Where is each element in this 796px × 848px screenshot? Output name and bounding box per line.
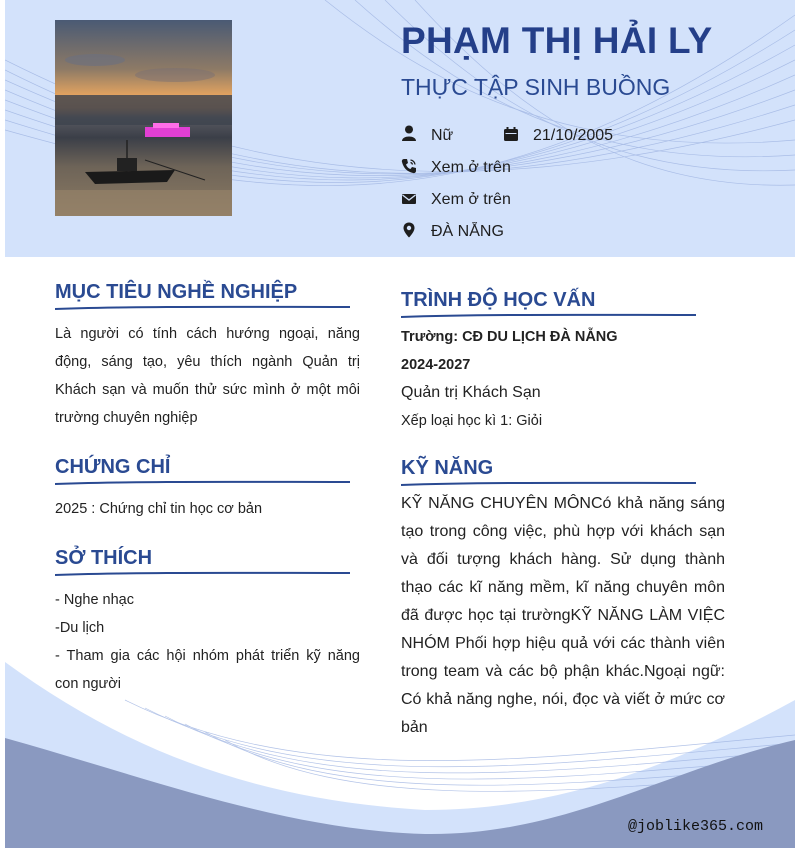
- certificate-item: 2025 : Chứng chỉ tin học cơ bản: [55, 501, 263, 517]
- hobbies-heading: SỞ THÍCH: [55, 547, 153, 569]
- education-grade: Xếp loại học kì 1: Giỏi: [401, 413, 543, 429]
- profile-photo: [55, 20, 232, 216]
- education-heading: TRÌNH ĐỘ HỌC VẤN: [401, 289, 596, 311]
- birthdate-value: 21/10/2005: [533, 127, 614, 144]
- hobbies-underline: [55, 570, 355, 578]
- candidate-name: PHẠM THỊ HẢI LY: [401, 20, 713, 61]
- hobby-item: -Du lịch: [55, 620, 105, 636]
- phone-value: Xem ở trên: [431, 159, 511, 176]
- skills-text: KỸ NĂNG CHUYÊN MÔNCó khả năng sáng tạo trong công việc, phù hợp với khách sạn và đối tượng khách hàng. Sử dụng thành thạo các kĩ năng mềm, kĩ năng chuyên môn đã được học tại trườngKỸ NĂNG LÀM VIỆC NHÓM Phối hợp hiệu quả với các thành viên trong team và các bộ phận khác.Ngoại ngữ: Có khả năng nghe, nói, đọc và viết ở mức cơ bản: [401, 495, 725, 736]
- education-school: Trường: CĐ DU LỊCH ĐÀ NẴNG: [401, 329, 618, 345]
- objective-heading: MỤC TIÊU NGHỀ NGHIỆP: [55, 281, 298, 303]
- email-value: Xem ở trên: [431, 191, 511, 208]
- certificates-underline: [55, 479, 355, 487]
- hobby-item: - Tham gia các hội nhóm phát triển kỹ năng con người: [55, 648, 360, 692]
- envelope-icon: [401, 191, 417, 207]
- phone-icon: [401, 158, 417, 174]
- job-title: THỰC TẬP SINH BUỒNG: [401, 74, 671, 100]
- location-pin-icon: [401, 222, 417, 238]
- objective-underline: [55, 304, 355, 312]
- education-years: 2024-2027: [401, 357, 471, 373]
- person-icon: [401, 125, 417, 141]
- education-underline: [401, 312, 701, 320]
- objective-text: Là người có tính cách hướng ngoại, năng động, sáng tạo, yêu thích ngành Quản trị Khách sạn và muốn thử sức mình ở một môi trường chuyên nghiệp: [55, 326, 360, 426]
- gender-value: Nữ: [431, 127, 454, 144]
- calendar-icon: [503, 126, 519, 142]
- cv-page: [5, 0, 795, 848]
- certificates-heading: CHỨNG CHỈ: [55, 456, 171, 478]
- skills-underline: [401, 480, 701, 488]
- education-major: Quản trị Khách Sạn: [401, 384, 541, 401]
- watermark: @joblike365.com: [627, 818, 763, 835]
- hobby-item: - Nghe nhạc: [55, 592, 134, 608]
- address-value: ĐÀ NẴNG: [431, 223, 504, 240]
- skills-heading: KỸ NĂNG: [401, 457, 494, 479]
